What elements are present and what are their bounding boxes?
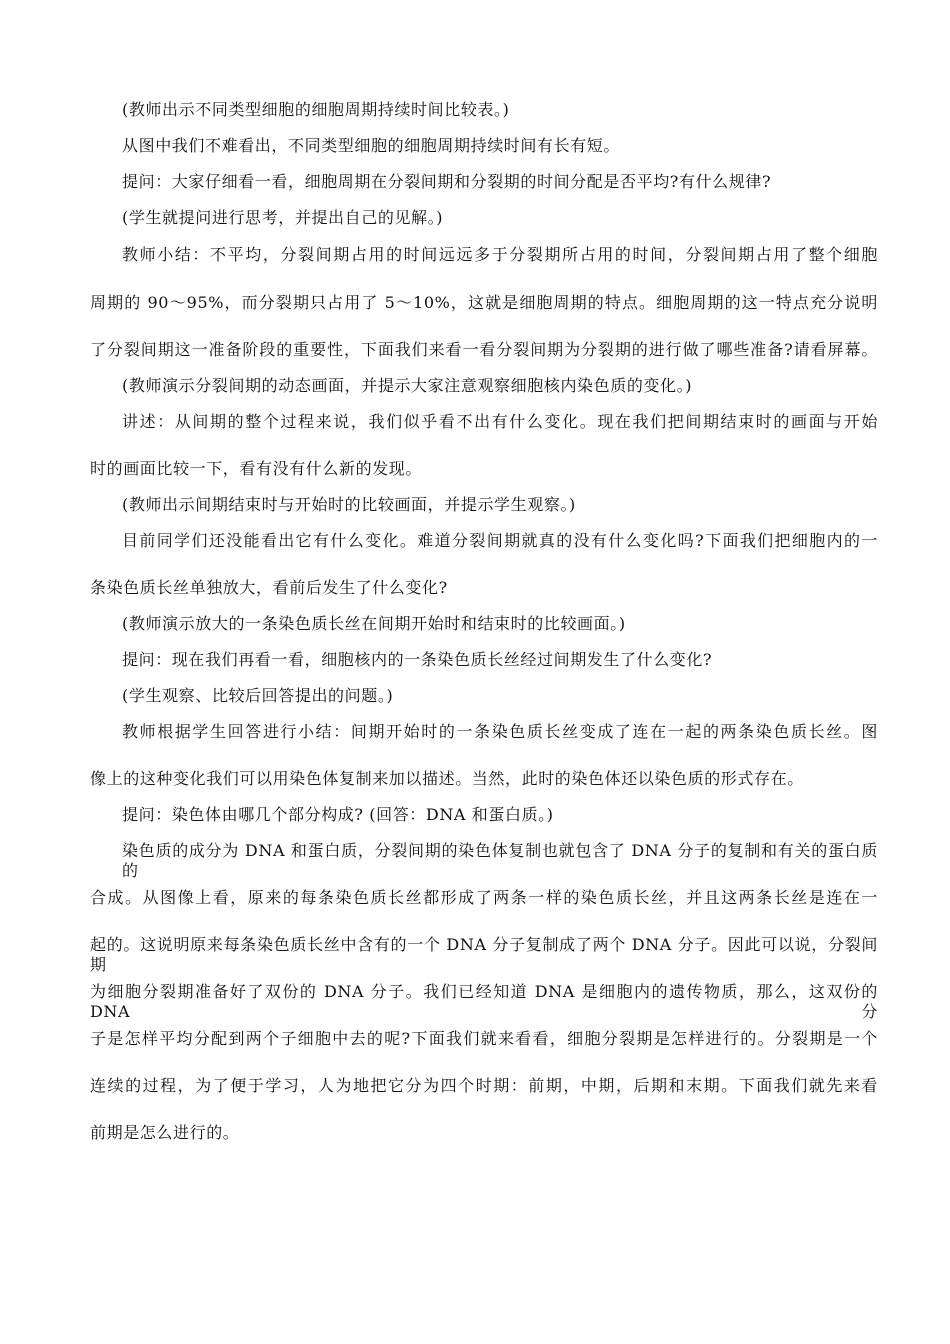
paragraph-line: (学生观察、比较后回答提出的问题。) xyxy=(122,686,394,705)
paragraph-line: 时的画面比较一下，看有没有什么新的发现。 xyxy=(90,459,423,478)
paragraph-line: 讲述：从间期的整个过程来说，我们似乎看不出有什么变化。现在我们把间期结束时的画面与开始 xyxy=(122,412,878,431)
paragraph-line: 连续的过程，为了便于学习，人为地把它分为四个时期：前期，中期，后期和末期。下面我们就先来看 xyxy=(90,1076,878,1095)
paragraph-line: 染色质的成分为 DNA 和蛋白质，分裂间期的染色体复制也就包含了 DNA 分子的复制和有关的蛋白质的 xyxy=(122,841,878,880)
paragraph-line: 教师小结：不平均，分裂间期占用的时间远远多于分裂期所占用的时间，分裂间期占用了整个细胞 xyxy=(122,245,878,264)
paragraph-line: (教师演示分裂间期的动态画面，并提示大家注意观察细胞核内染色质的变化。) xyxy=(122,376,693,395)
paragraph-line: 像上的这种变化我们可以用染色体复制来加以描述。当然，此时的染色体还以染色质的形式存在。 xyxy=(90,769,804,788)
paragraph-line: (学生就提问进行思考，并提出自己的见解。) xyxy=(122,208,444,227)
paragraph-line: 起的。这说明原来每条染色质长丝中含有的一个 DNA 分子复制成了两个 DNA 分子。因此可以说，分裂间期 xyxy=(90,935,878,974)
paragraph-line: (教师出示间期结束时与开始时的比较画面，并提示学生观察。) xyxy=(122,495,576,514)
paragraph-line: 周期的 90～95%，而分裂期只占用了 5～10%，这就是细胞周期的特点。细胞周期的这一特点充分说明 xyxy=(90,293,878,312)
paragraph-line: 提问：现在我们再看一看，细胞核内的一条染色质长丝经过间期发生了什么变化? xyxy=(122,650,713,669)
paragraph-line: 子是怎样平均分配到两个子细胞中去的呢?下面我们就来看看，细胞分裂期是怎样进行的。分裂期是一个 xyxy=(90,1029,878,1048)
paragraph-line: 提问：大家仔细看一看，细胞周期在分裂间期和分裂期的时间分配是否平均?有什么规律? xyxy=(122,172,772,191)
paragraph-line: 为细胞分裂期准备好了双份的 DNA 分子。我们已经知道 DNA 是细胞内的遗传物质，那么，这双份的 DNA 分 xyxy=(90,982,878,1021)
paragraph-line: 提问：染色体由哪几个部分构成? (回答：DNA 和蛋白质。) xyxy=(122,805,554,824)
paragraph-line: (教师演示放大的一条染色质长丝在间期开始时和结束时的比较画面。) xyxy=(122,614,626,633)
paragraph-line: 教师根据学生回答进行小结：间期开始时的一条染色质长丝变成了连在一起的两条染色质长丝。图 xyxy=(122,722,878,741)
paragraph-line: 目前同学们还没能看出它有什么变化。难道分裂间期就真的没有什么变化吗?下面我们把细胞内的一 xyxy=(122,531,878,550)
paragraph-line: 条染色质长丝单独放大，看前后发生了什么变化? xyxy=(90,578,448,597)
paragraph-line: 了分裂间期这一准备阶段的重要性，下面我们来看一看分裂间期为分裂期的进行做了哪些准备?请看屏幕。 xyxy=(90,340,878,359)
paragraph-line: (教师出示不同类型细胞的细胞周期持续时间比较表。) xyxy=(122,100,510,119)
paragraph-line: 前期是怎么进行的。 xyxy=(90,1123,240,1142)
paragraph-line: 从图中我们不难看出，不同类型细胞的细胞周期持续时间有长有短。 xyxy=(122,136,621,155)
paragraph-line: 合成。从图像上看，原来的每条染色质长丝都形成了两条一样的染色质长丝，并且这两条长丝是连在一 xyxy=(90,888,878,907)
